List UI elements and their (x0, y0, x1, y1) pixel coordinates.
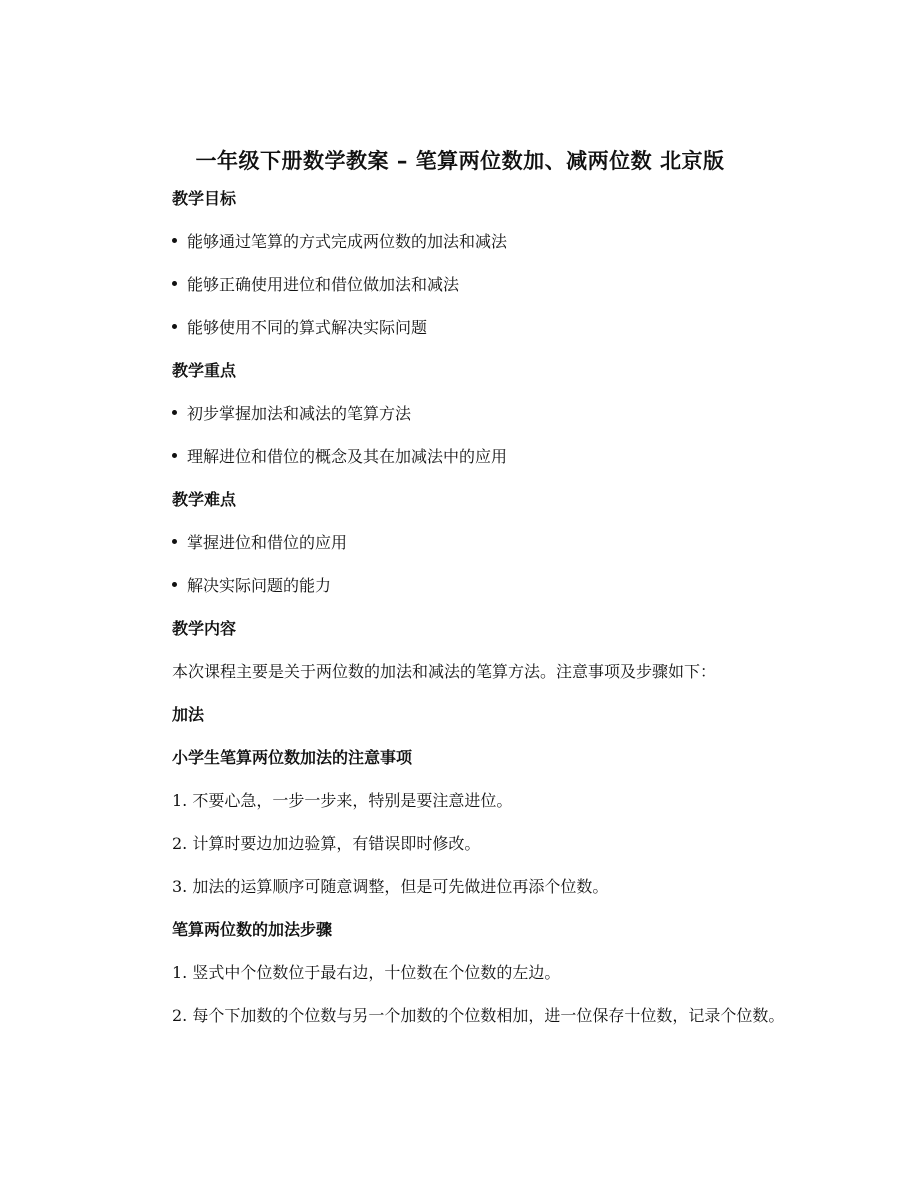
addition-note: 3. 加法的运算顺序可随意调整，但是可先做进位再添个位数。 (172, 877, 609, 896)
bullet-dot-icon (172, 539, 177, 544)
bullet-dot-icon (172, 238, 177, 243)
key-point-item (172, 402, 411, 426)
addition-step: 2. 每个下加数的个位数与另一个加数的个位数相加，进一位保存十位数，记录个位数。 (172, 1006, 785, 1025)
heading-addition-steps: 笔算两位数的加法步骤 (172, 920, 333, 939)
difficulty-item (172, 531, 347, 555)
addition-step: 1. 竖式中个位数位于最右边，十位数在个位数的左边。 (172, 963, 561, 982)
bullet-dot-icon (172, 324, 177, 329)
document-title: 一年级下册数学教案 – 笔算两位数加、减两位数 北京版 (195, 149, 725, 173)
key-point-item (172, 445, 507, 469)
goal-item-text: 能够通过笔算的方式完成两位数的加法和减法 (187, 232, 508, 251)
addition-note: 1. 不要心急，一步一步来，特别是要注意进位。 (172, 791, 513, 810)
heading-addition: 加法 (172, 705, 205, 724)
goal-item (172, 273, 459, 297)
addition-note: 2. 计算时要边加边验算，有错误即时修改。 (172, 834, 481, 853)
heading-key-points: 教学重点 (172, 361, 237, 380)
bullet-dot-icon (172, 582, 177, 587)
bullet-dot-icon (172, 453, 177, 458)
difficulty-item (172, 574, 331, 598)
goal-item-text: 能够正确使用进位和借位做加法和减法 (187, 275, 460, 294)
difficulty-item-text: 掌握进位和借位的应用 (187, 533, 348, 552)
bullet-dot-icon (172, 281, 177, 286)
goal-item-text: 能够使用不同的算式解决实际问题 (187, 318, 428, 337)
heading-goals: 教学目标 (172, 189, 237, 208)
difficulty-item-text: 解决实际问题的能力 (187, 576, 332, 595)
key-point-item-text: 初步掌握加法和减法的笔算方法 (187, 404, 412, 423)
content-intro: 本次课程主要是关于两位数的加法和减法的笔算方法。注意事项及步骤如下： (172, 662, 717, 681)
bullet-dot-icon (172, 410, 177, 415)
heading-difficulties: 教学难点 (172, 490, 237, 509)
heading-addition-notes: 小学生笔算两位数加法的注意事项 (172, 748, 413, 767)
goal-item (172, 316, 427, 340)
key-point-item-text: 理解进位和借位的概念及其在加减法中的应用 (187, 447, 508, 466)
goal-item (172, 230, 507, 254)
heading-content: 教学内容 (172, 619, 237, 638)
